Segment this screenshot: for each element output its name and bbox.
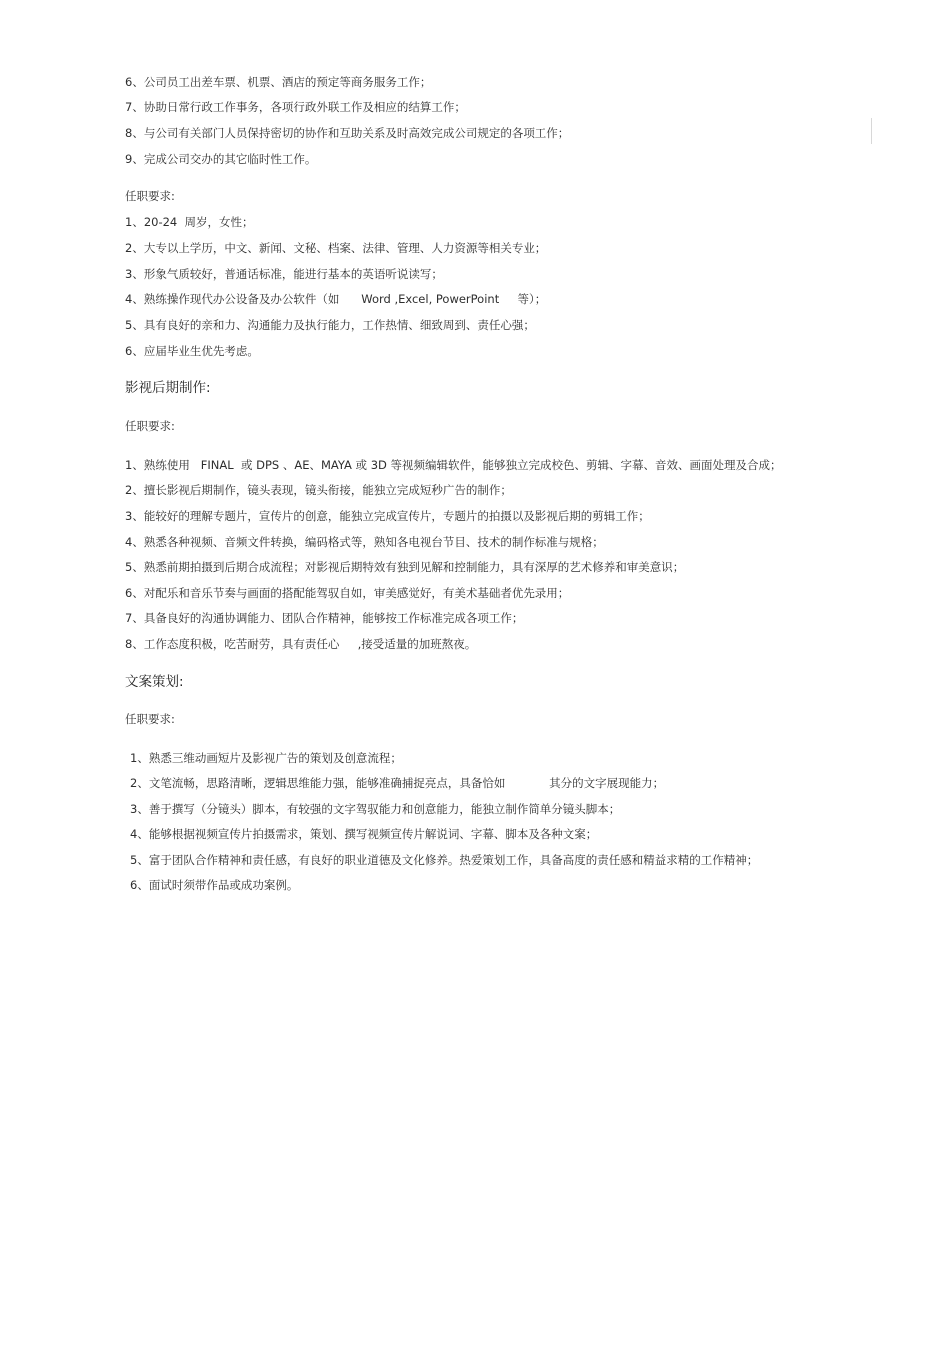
list-item: 1、20-24 周岁，女性； (125, 215, 254, 229)
list-item: 8、与公司有关部门人员保持密切的协作和互助关系及时高效完成公司规定的各项工作； (125, 126, 570, 140)
page-edge-mark (871, 118, 872, 144)
list-item: 3、形象气质较好，普通话标准，能进行基本的英语听说读写； (125, 267, 443, 281)
requirements-label: 任职要求: (125, 419, 175, 433)
list-item: 1、熟练使用 FINAL 或 DPS 、AE、MAYA 或 3D 等视频编辑软件，能够独立完成校色、剪辑、字幕、音效、画面处理及合成； (125, 458, 782, 472)
requirements-label: 任职要求: (125, 712, 175, 726)
requirements-label: 任职要求: (125, 189, 175, 203)
list-item: 7、具备良好的沟通协调能力、团队合作精神，能够按工作标准完成各项工作； (125, 611, 524, 625)
list-item: 6、对配乐和音乐节奏与画面的搭配能驾驭自如，审美感觉好，有美术基础者优先录用； (125, 586, 570, 600)
list-item: 5、富于团队合作精神和责任感，有良好的职业道德及文化修养。热爱策划工作，具备高度的责任感和精益求精的工作精神； (130, 853, 759, 867)
list-item: 3、能较好的理解专题片，宣传片的创意，能独立完成宣传片，专题片的拍摄以及影视后期的剪辑工作； (125, 509, 650, 523)
list-item: 1、熟悉三维动画短片及影视广告的策划及创意流程； (130, 751, 402, 765)
list-item: 8、工作态度积极，吃苦耐劳，具有责任心 ,接受适量的加班熬夜。 (125, 637, 477, 651)
list-item: 5、熟悉前期拍摄到后期合成流程；对影视后期特效有独到见解和控制能力，具有深厚的艺术修养和审美意识； (125, 560, 685, 574)
section-heading: 文案策划: (125, 674, 184, 690)
list-item: 4、能够根据视频宣传片拍摄需求，策划、撰写视频宣传片解说词、字幕、脚本及各种文案； (130, 827, 598, 841)
list-item: 2、大专以上学历，中文、新闻、文秘、档案、法律、管理、人力资源等相关专业； (125, 241, 547, 255)
list-item: 4、熟悉各种视频、音频文件转换，编码格式等，熟知各电视台节目、技术的制作标准与规格； (125, 535, 604, 549)
list-item: 5、具有良好的亲和力、沟通能力及执行能力，工作热情、细致周到、责任心强； (125, 318, 535, 332)
section-heading: 影视后期制作: (125, 380, 211, 396)
list-item: 6、公司员工出差车票、机票、酒店的预定等商务服务工作； (125, 75, 432, 89)
list-item: 6、面试时须带作品或成功案例。 (130, 878, 299, 892)
list-item: 4、熟练操作现代办公设备及办公软件（如 Word ,Excel, PowerPoint 等）； (125, 292, 547, 306)
list-item: 7、协助日常行政工作事务，各项行政外联工作及相应的结算工作； (125, 100, 466, 114)
list-item: 2、文笔流畅，思路清晰，逻辑思维能力强，能够准确捕捉亮点，具备恰如 其分的文字展现能力； (130, 776, 665, 790)
list-item: 3、善于撰写（分镜头）脚本，有较强的文字驾驭能力和创意能力，能独立制作简单分镜头脚本； (130, 802, 621, 816)
list-item: 6、应届毕业生优先考虑。 (125, 344, 259, 358)
list-item: 2、擅长影视后期制作，镜头表现，镜头衔接，能独立完成短秒广告的制作； (125, 483, 512, 497)
list-item: 9、完成公司交办的其它临时性工作。 (125, 152, 317, 166)
